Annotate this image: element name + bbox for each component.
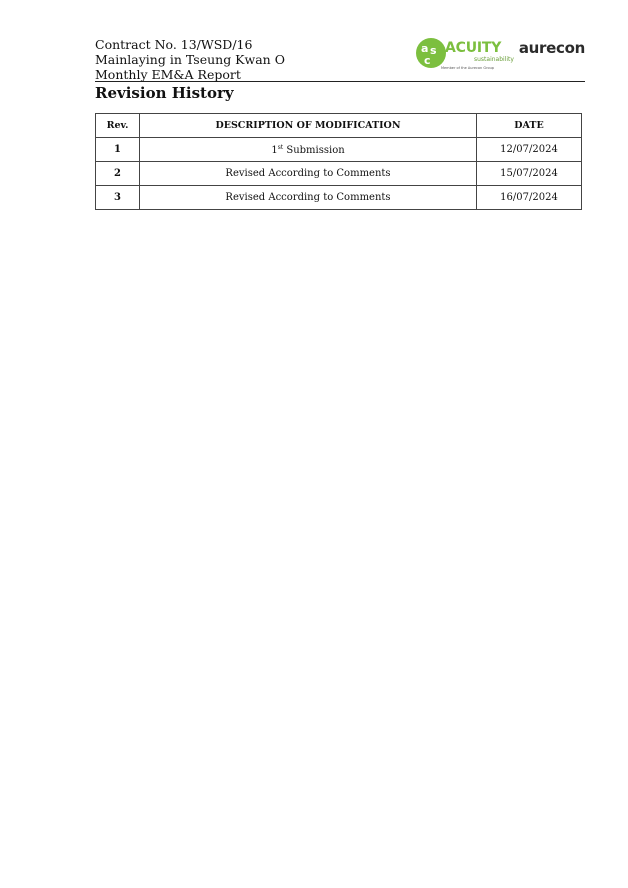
project-name: Mainlaying in Tseung Kwan O — [95, 52, 285, 67]
desc-text: Submission — [283, 144, 345, 156]
acuity-logo-icon — [415, 37, 447, 69]
description-cell: Revised According to Comments — [140, 186, 477, 210]
date-cell: 16/07/2024 — [477, 186, 582, 210]
rev-cell: 3 — [96, 186, 140, 210]
header-date: DATE — [477, 114, 582, 138]
description-cell — [140, 138, 477, 162]
desc-ordinal: st — [277, 143, 284, 151]
date-cell: 15/07/2024 — [477, 162, 582, 186]
contract-number: Contract No. 13/WSD/16 — [95, 37, 253, 52]
header-description: DESCRIPTION OF MODIFICATION — [140, 114, 477, 138]
date-cell: 12/07/2024 — [477, 138, 582, 162]
acuity-tagline: sustainability — [474, 56, 514, 63]
page-header — [95, 37, 585, 82]
rev-cell: 1 — [96, 138, 140, 162]
aurecon-logo: aurecon — [518, 39, 585, 57]
svg-text:c: c — [424, 54, 431, 67]
svg-text:a: a — [421, 42, 429, 55]
acuity-member-note: Member of the Aurecon Group — [441, 66, 495, 70]
table-row — [96, 162, 582, 186]
table-row — [96, 186, 582, 210]
desc-number: 1 — [271, 144, 278, 156]
report-name: Monthly EM&A Report — [95, 67, 241, 82]
description-cell: Revised According to Comments — [140, 162, 477, 186]
logo-group — [415, 37, 585, 73]
table-header-row — [96, 114, 582, 138]
svg-text:s: s — [430, 44, 437, 57]
acuity-wordmark: ACUITY — [445, 40, 502, 56]
revision-table — [95, 113, 582, 210]
section-title: Revision History — [95, 84, 234, 102]
table-row — [96, 138, 582, 162]
header-rev: Rev. — [96, 114, 140, 138]
header-text — [95, 37, 285, 82]
rev-cell: 2 — [96, 162, 140, 186]
